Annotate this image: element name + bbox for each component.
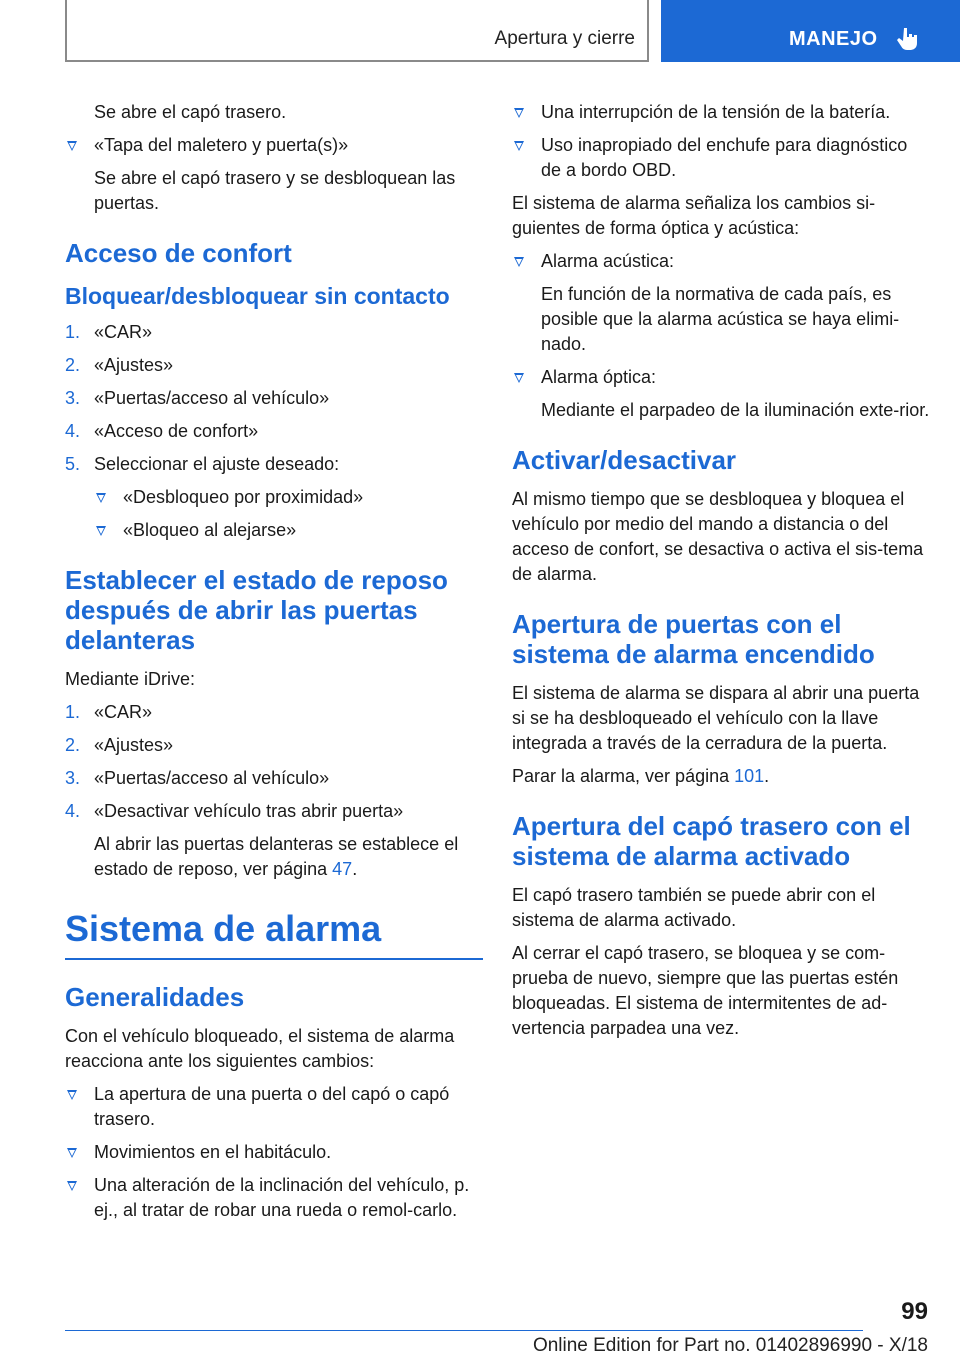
heading-acceso-confort: Acceso de confort xyxy=(65,238,292,268)
activar-text: Al mismo tiempo que se desbloquea y bloquea el vehículo por medio del mando a distancia o del acceso de confort, se desactiva o activa el sis-tema de alarma. xyxy=(512,489,924,584)
step-text: «Ajustes» xyxy=(94,355,174,375)
signal-text: El sistema de alarma señaliza los cambios si-guientes de forma óptica y acústica: xyxy=(512,193,876,238)
numbered-step xyxy=(65,799,483,824)
list-item xyxy=(65,133,483,158)
list-item xyxy=(65,1140,483,1165)
list-item xyxy=(65,1173,483,1223)
list-item xyxy=(512,133,930,183)
bullet-text: «Desbloqueo por proximidad» xyxy=(123,487,364,507)
reposo-note-text: Al abrir las puertas delanteras se establece el estado de reposo, ver página xyxy=(94,834,459,879)
parar-text-end: . xyxy=(764,766,770,786)
triangle-bullet-icon xyxy=(514,257,524,267)
bullet-text: Alarma acústica: xyxy=(541,251,675,271)
right-column xyxy=(512,100,930,1049)
numbered-step xyxy=(65,419,483,444)
triangle-bullet-icon xyxy=(67,1181,77,1191)
step-number: 2. xyxy=(65,355,81,375)
page-number: 99 xyxy=(901,1298,928,1325)
step-number: 4. xyxy=(65,801,81,821)
numbered-step xyxy=(65,766,483,791)
triangle-bullet-icon xyxy=(96,526,106,536)
bullet-text: Alarma óptica: xyxy=(541,367,657,387)
list-item xyxy=(65,1082,483,1132)
step-text: «Ajustes» xyxy=(94,735,174,755)
triangle-bullet-icon xyxy=(514,108,524,118)
capo-text-1: El capó trasero también se puede abrir con el sistema de alarma activado. xyxy=(512,885,876,930)
bullet-description: Se abre el capó trasero y se desbloquean las puertas. xyxy=(94,168,456,213)
step-text: «CAR» xyxy=(94,322,153,342)
step-text: «Puertas/acceso al vehículo» xyxy=(94,388,330,408)
heading-generalidades: Generalidades xyxy=(65,982,245,1012)
triangle-bullet-icon xyxy=(67,1090,77,1100)
bullet-text: «Bloqueo al alejarse» xyxy=(123,520,297,540)
numbered-step xyxy=(65,733,483,758)
numbered-step xyxy=(65,700,483,725)
heading-sistema-alarma: Sistema de alarma xyxy=(65,908,483,960)
bullet-text: La apertura de una puerta o del capó o capó trasero. xyxy=(94,1084,450,1129)
bullet-text: Una interrupción de la tensión de la batería. xyxy=(541,102,891,122)
page-link-101[interactable]: 101 xyxy=(734,766,765,786)
step-text: «Desactivar vehículo tras abrir puerta» xyxy=(94,801,404,821)
triangle-bullet-icon xyxy=(96,493,106,503)
capo-text-2: Al cerrar el capó trasero, se bloquea y se com-prueba de nuevo, siempre que las puertas estén bloqueadas. El sistema de intermitentes de ad-vertencia parpadea una vez. xyxy=(512,943,899,1038)
list-item xyxy=(94,518,483,543)
triangle-bullet-icon xyxy=(67,1148,77,1158)
numbered-step xyxy=(65,320,483,345)
step-text: «Acceso de confort» xyxy=(94,421,259,441)
intro-text: Se abre el capó trasero. xyxy=(94,102,287,122)
step-number: 1. xyxy=(65,702,81,722)
header-chapter-label: MANEJO xyxy=(789,28,878,50)
left-column xyxy=(65,100,483,1231)
step-number: 5. xyxy=(65,454,81,474)
reposo-note xyxy=(94,832,483,882)
step-text: Seleccionar el ajuste deseado: xyxy=(94,454,340,474)
heading-bloquear: Bloquear/desbloquear sin contacto xyxy=(65,283,450,309)
numbered-step xyxy=(65,452,483,477)
step-number: 1. xyxy=(65,322,81,342)
list-item xyxy=(512,365,930,390)
step-number: 3. xyxy=(65,768,81,788)
parar-text xyxy=(512,764,930,789)
acustica-description: En función de la normativa de cada país, es posible que la alarma acústica se haya elimi-nado. xyxy=(541,284,900,354)
numbered-step xyxy=(65,353,483,378)
header-section-box xyxy=(65,0,649,62)
parar-text-body: Parar la alarma, ver página xyxy=(512,766,735,786)
page-link-47[interactable]: 47 xyxy=(332,859,353,879)
step-text: «Puertas/acceso al vehículo» xyxy=(94,768,330,788)
hand-pointer-icon xyxy=(897,26,921,52)
step-number: 4. xyxy=(65,421,81,441)
step-number: 2. xyxy=(65,735,81,755)
general-text: Con el vehículo bloqueado, el sistema de alarma reacciona ante los siguientes cambios: xyxy=(65,1026,455,1071)
heading-estado-reposo: Establecer el estado de reposo después de abrir las puertas delanteras xyxy=(65,565,448,655)
bullet-text: Uso inapropiado del enchufe para diagnóstico de a bordo OBD. xyxy=(541,135,908,180)
header-section-title: Apertura y cierre xyxy=(494,28,635,49)
bullet-text: «Tapa del maletero y puerta(s)» xyxy=(94,135,349,155)
step-number: 3. xyxy=(65,388,81,408)
reposo-note-end: . xyxy=(352,859,358,879)
heading-apertura-capo: Apertura del capó trasero con el sistema de alarma activado xyxy=(512,811,911,871)
idrive-text: Mediante iDrive: xyxy=(65,669,196,689)
footer-edition: Online Edition for Part no. 01402896990 - X/18 xyxy=(532,1335,928,1356)
list-item xyxy=(94,485,483,510)
step-text: «CAR» xyxy=(94,702,153,722)
optica-description: Mediante el parpadeo de la iluminación exte-rior. xyxy=(541,400,930,420)
triangle-bullet-icon xyxy=(67,141,77,151)
list-item xyxy=(512,249,930,274)
numbered-step xyxy=(65,386,483,411)
header-chapter-tab[interactable] xyxy=(661,0,960,62)
puertas-text: El sistema de alarma se dispara al abrir una puerta si se ha desbloqueado el vehículo con la llave integrada a través de la cerradura de la puerta. xyxy=(512,683,920,753)
triangle-bullet-icon xyxy=(514,373,524,383)
triangle-bullet-icon xyxy=(514,141,524,151)
bullet-text: Movimientos en el habitáculo. xyxy=(94,1142,332,1162)
list-item xyxy=(512,100,930,125)
heading-activar: Activar/desactivar xyxy=(512,445,737,475)
footer-divider xyxy=(65,1330,863,1331)
heading-apertura-puertas: Apertura de puertas con el sistema de alarma encendido xyxy=(512,609,875,669)
bullet-text: Una alteración de la inclinación del vehículo, p. ej., al tratar de robar una rueda o remol-carlo. xyxy=(94,1175,470,1220)
